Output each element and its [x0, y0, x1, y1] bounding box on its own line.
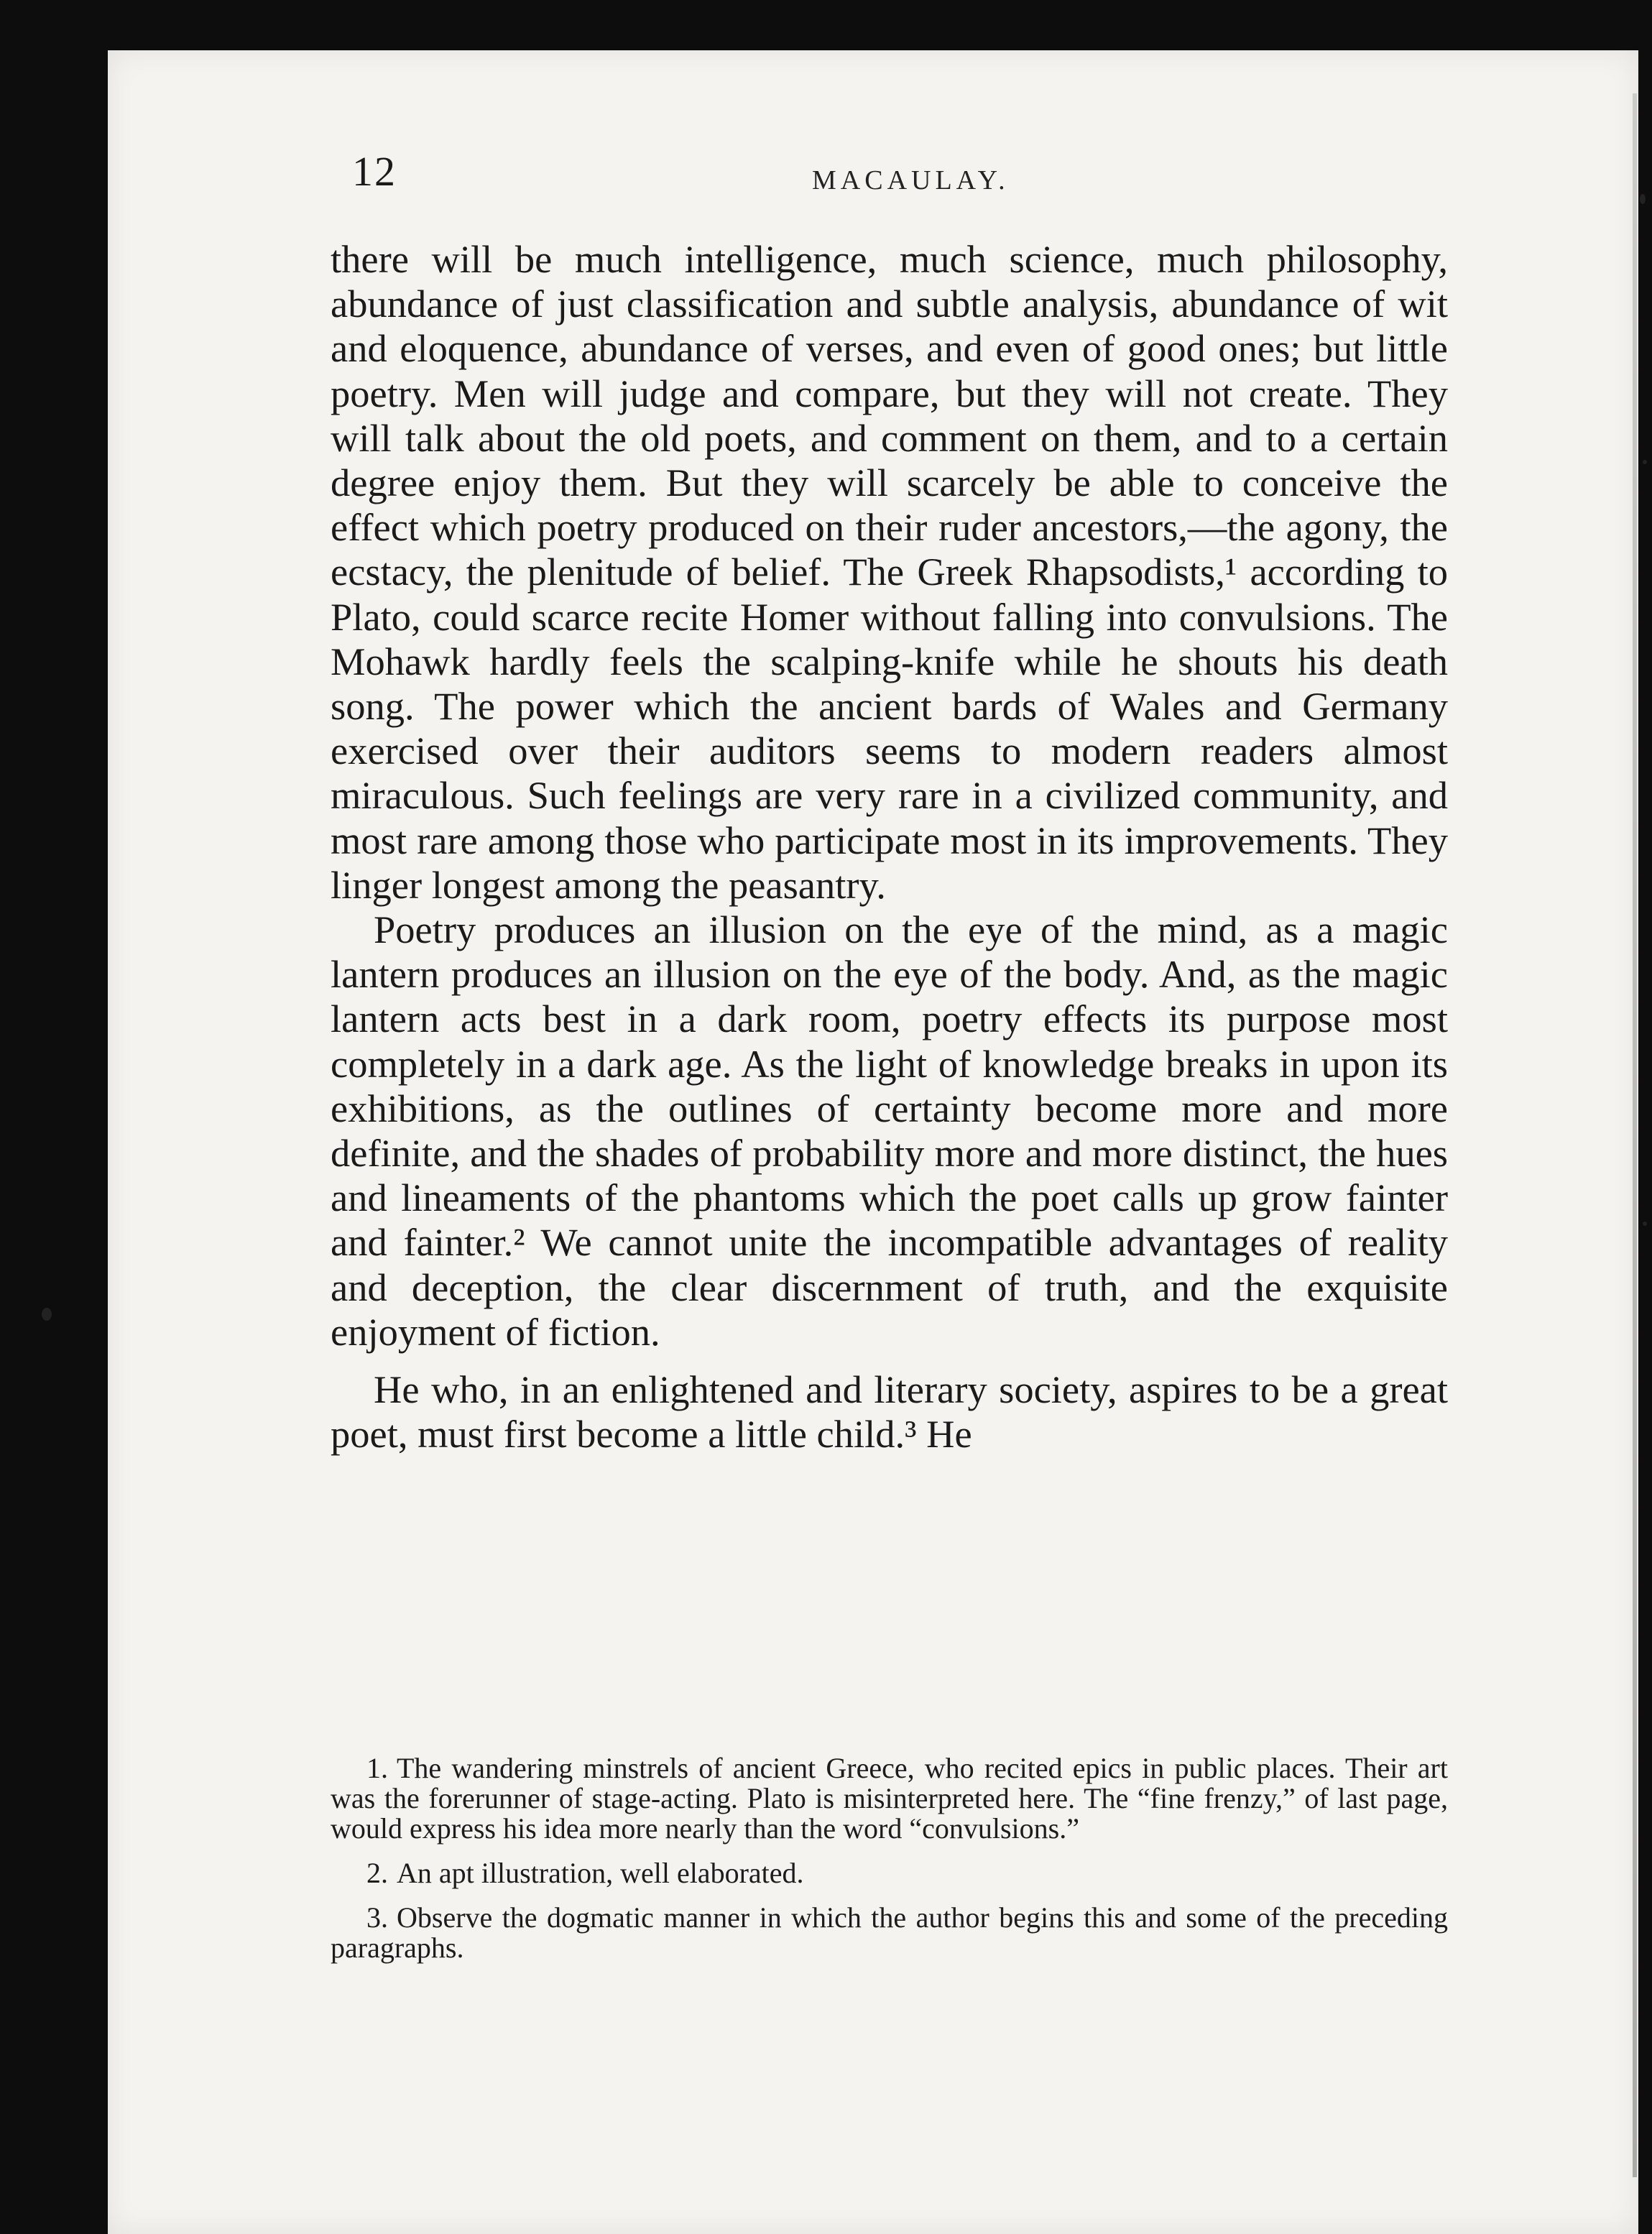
- footnote-3: [331, 1903, 1448, 1963]
- footnote-text: An apt illustration, well elaborated.: [397, 1857, 804, 1889]
- footnote-2: [331, 1858, 1448, 1888]
- footnote-text: Observe the dogmatic manner in which the author begins this and some of the preceding paragraphs.: [331, 1901, 1448, 1964]
- paragraph-great-poet: He who, in an enlightened and literary society, aspires to be a great poet, must first become a little child.³ He: [331, 1367, 1448, 1457]
- footnote-1: [331, 1753, 1448, 1844]
- footnote-text: The wandering minstrels of ancient Greece, who recited epics in public places. Their art was the forerunner of stage-acting. Plato is misinterpreted here. The “fine frenzy,” of last page, would express his idea more nearly than the word “convulsions.”: [331, 1752, 1448, 1845]
- footnote-number: 1.: [366, 1752, 388, 1784]
- page-header: [352, 147, 1444, 198]
- scan-speck: [1643, 460, 1647, 464]
- scan-speck: [1640, 194, 1646, 204]
- page-number: 12: [352, 148, 397, 195]
- body-text: [331, 237, 1448, 1457]
- footnotes: [331, 1753, 1448, 1977]
- footnote-number: 2.: [366, 1857, 388, 1889]
- page-edge-shadow: [1633, 93, 1637, 2177]
- footnote-number: 3.: [366, 1901, 388, 1934]
- scan-speck: [42, 1308, 52, 1321]
- paragraph-continued: there will be much intelligence, much science, much philosophy, abundance of just classification and subtle analysis, abundance of wit and eloquence, abundance of verses, and even of good ones; but little poetry. Men will judge and compare, but they will not create. They will talk about the old poets, and comment on them, and to a certain degree enjoy them. But they will scarcely be able to conceive the effect which poetry produced on their ruder ancestors,—the agony, the ecstacy, the plenitude of belief. The Greek Rhapsodists,¹ according to Plato, could scarce recite Homer without falling into convulsions. The Mohawk hardly feels the scalping-knife while he shouts his death song. The power which the ancient bards of Wales and Germany exercised over their auditors seems to modern readers almost miraculous. Such feelings are very rare in a civilized community, and most rare among those who participate most in its improvements. They linger longest among the peasantry.: [331, 237, 1448, 907]
- paragraph-poetry-illusion: Poetry produces an illusion on the eye of the mind, as a magic lantern produces an illusion on the eye of the body. And, as the magic lantern acts best in a dark room, poetry effects its purpose most completely in a dark age. As the light of knowledge breaks in upon its exhibitions, as the outlines of certainty become more and more definite, and the shades of probability more and more distinct, the hues and lineaments of the phantoms which the poet calls up grow fainter and fainter.² We cannot unite the incompatible advantages of reality and deception, the clear discernment of truth, and the exquisite enjoyment of fiction.: [331, 908, 1448, 1354]
- running-head: MACAULAY.: [812, 165, 1010, 195]
- scan-speck: [1643, 1222, 1647, 1226]
